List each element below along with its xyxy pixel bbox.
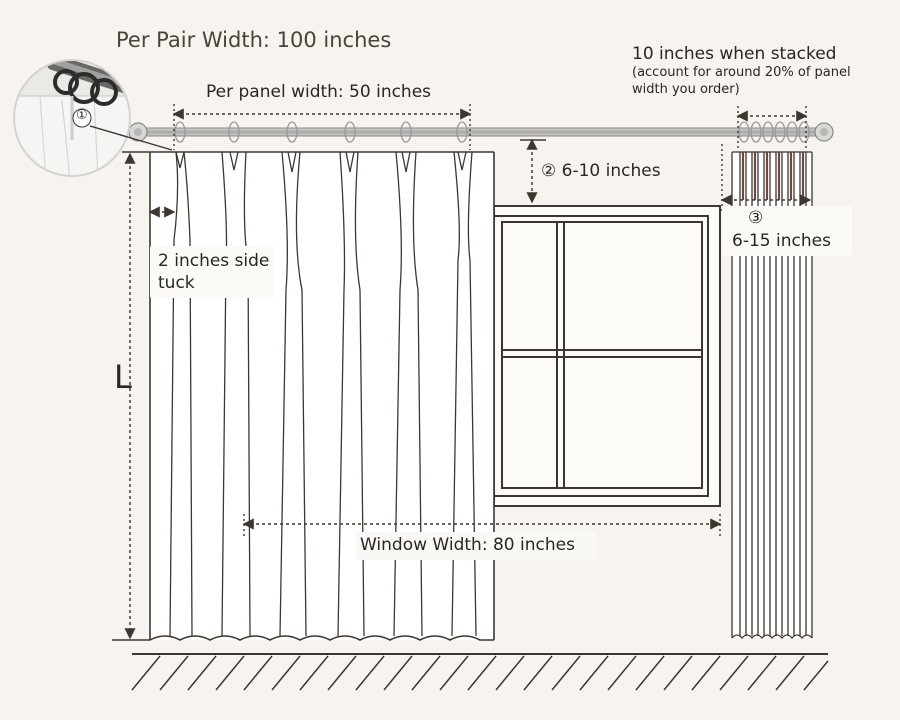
pair-width-title: Per Pair Width: 100 inches bbox=[116, 28, 392, 52]
rod-gap-text: 6-10 inches bbox=[561, 161, 661, 181]
return-number: ③ bbox=[748, 208, 764, 228]
length-label: L bbox=[114, 358, 132, 396]
pinch-pleat-hook-icon bbox=[14, 52, 172, 180]
stacked-width-label: 10 inches when stacked bbox=[632, 44, 837, 64]
window-width-label: Window Width: 80 inches bbox=[360, 535, 575, 555]
stacked-width-note: (account for around 20% of panel width you order) bbox=[632, 65, 851, 97]
floor-hatching bbox=[132, 654, 828, 690]
hook-marker: ① bbox=[76, 108, 88, 123]
side-tuck-label: 2 inches side tuck bbox=[158, 251, 270, 293]
rod-gap-label bbox=[541, 161, 661, 181]
return-label: 6-15 inches bbox=[732, 231, 831, 251]
curtain-panel-left bbox=[150, 152, 494, 640]
curtain-rod bbox=[129, 123, 833, 141]
panel-width-label: Per panel width: 50 inches bbox=[206, 82, 432, 102]
window bbox=[494, 206, 720, 506]
rod-gap-number: ② bbox=[541, 161, 557, 181]
